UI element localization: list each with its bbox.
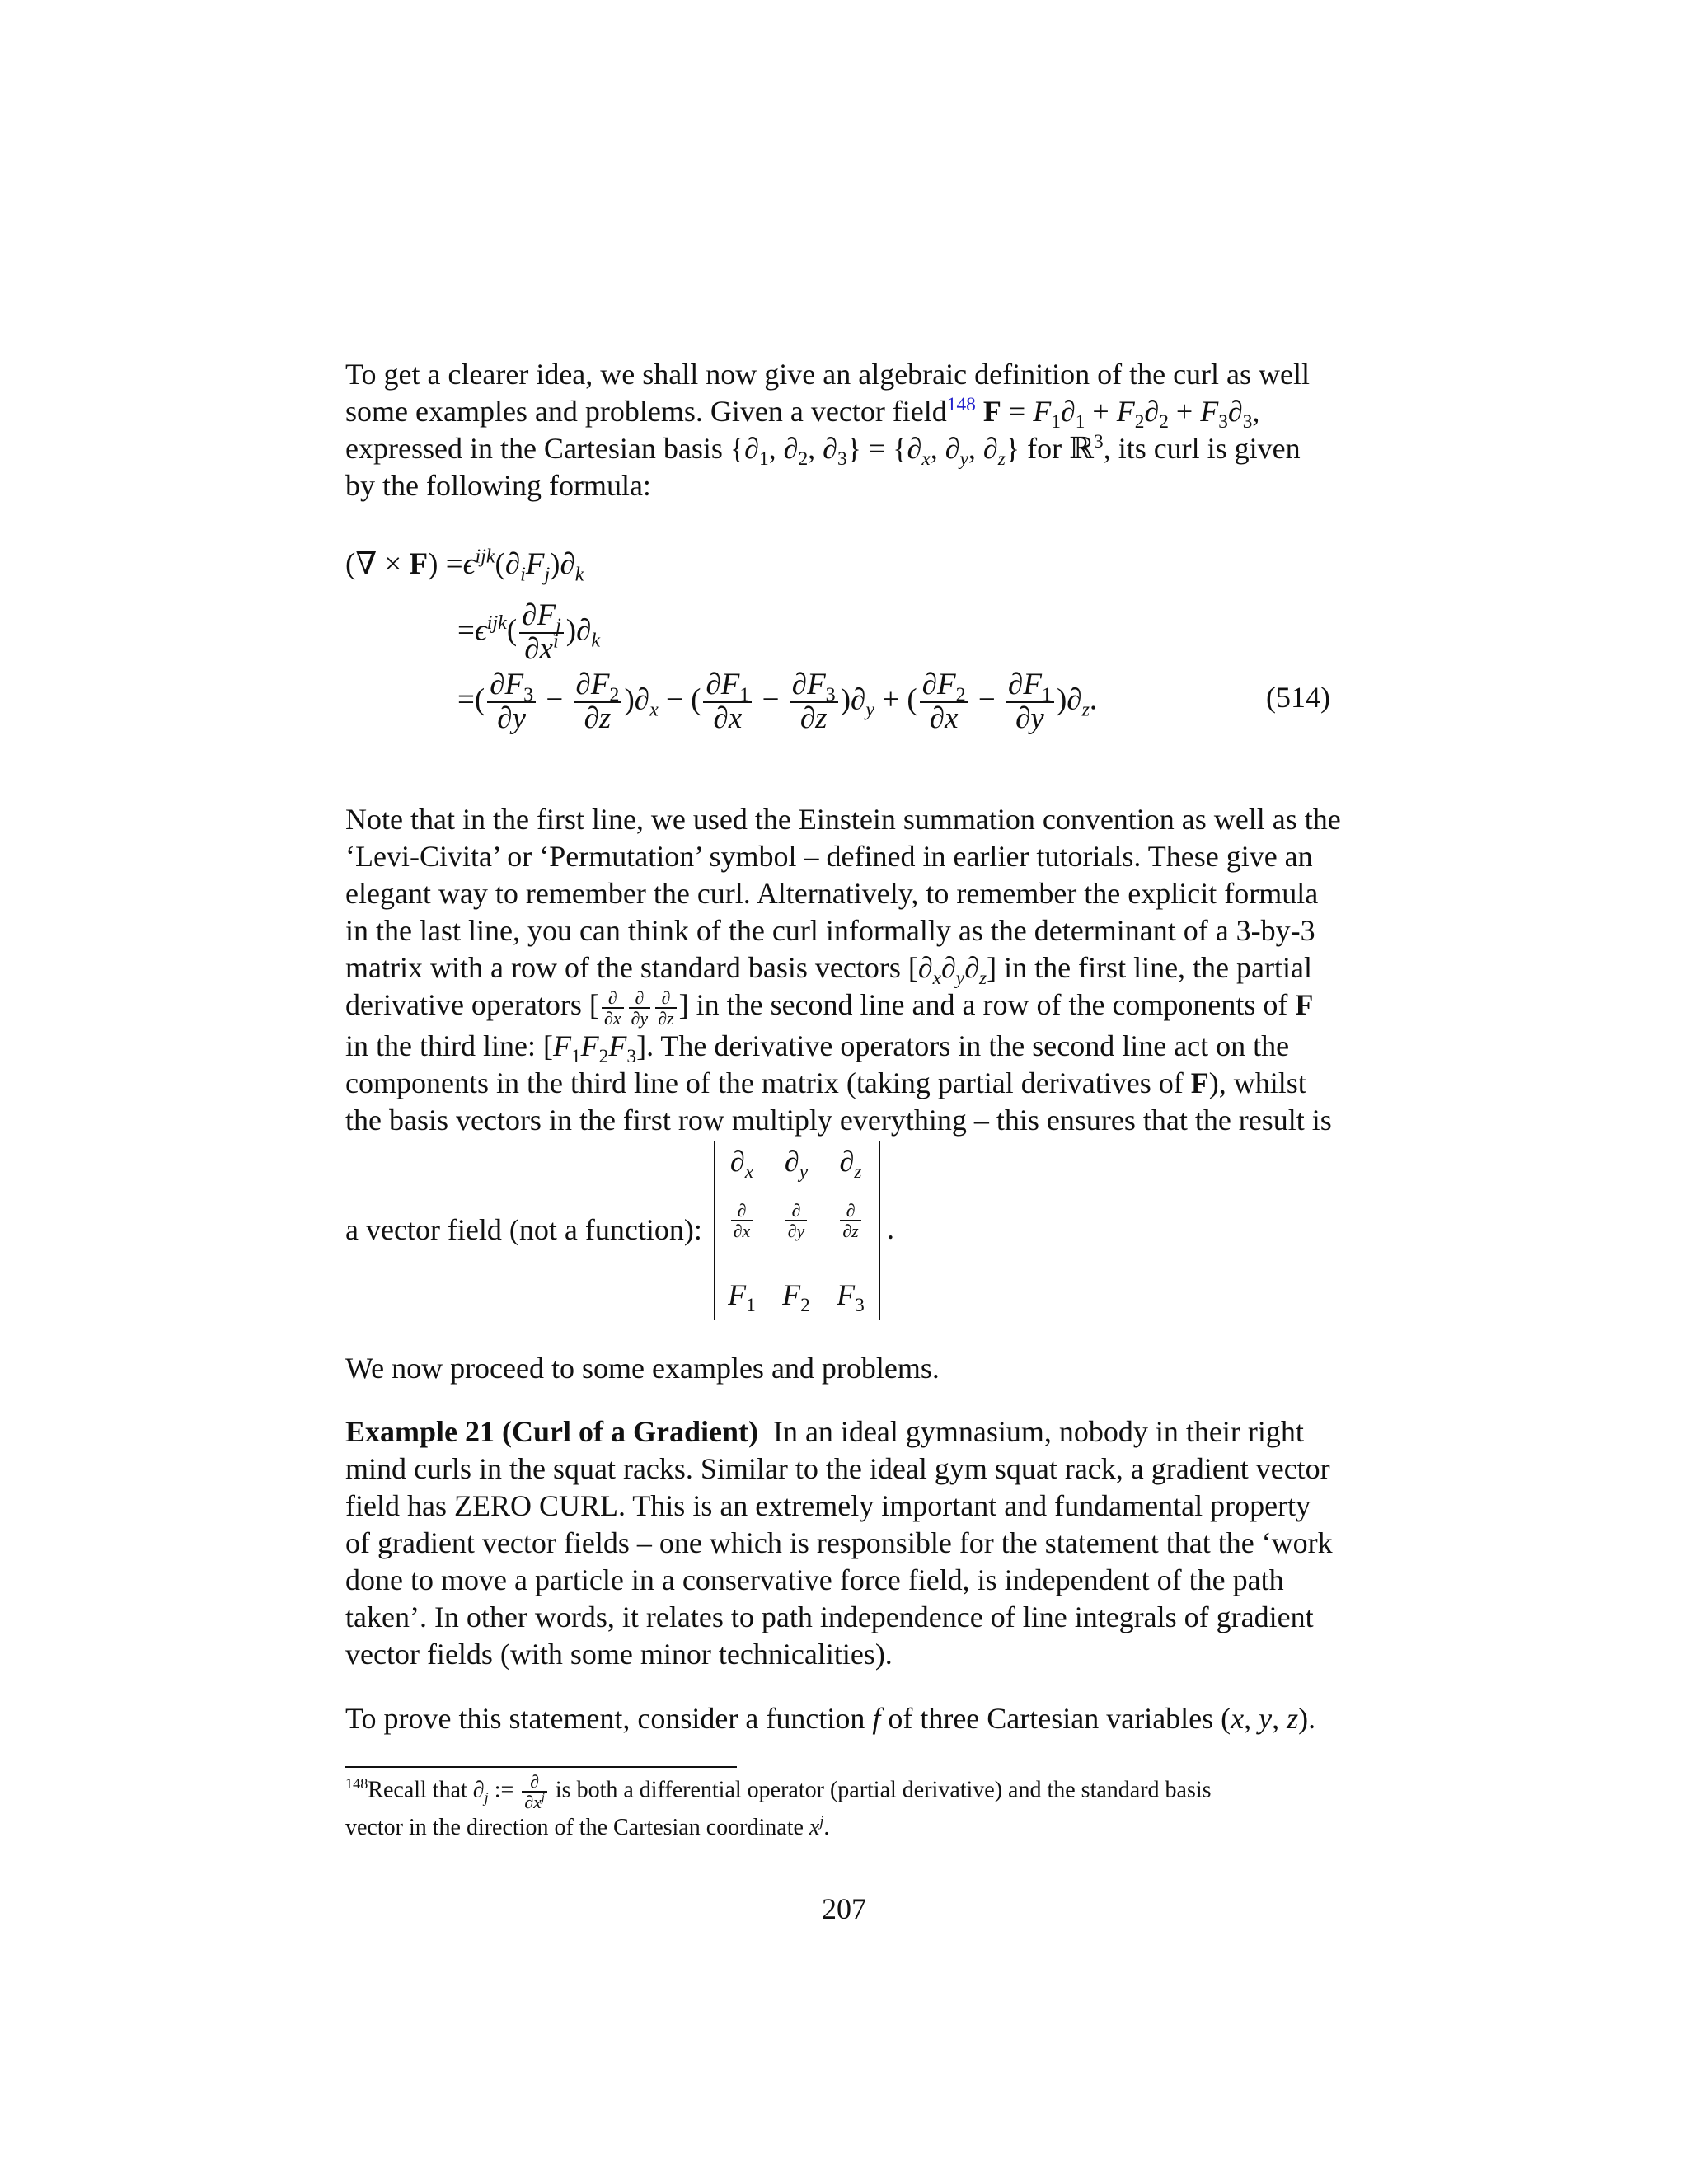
footnote-148 [345,1772,1330,1844]
proceed-line: We now proceed to some examples and problems. [345,1352,940,1385]
example-heading: Example 21 (Curl of a Gradient) [345,1415,758,1448]
intro-line-2-text: some examples and problems. Given a vector field [345,395,947,428]
intro-line-1: To get a clearer idea, we shall now give an algebraic definition of the curl as well [345,358,1310,391]
note-line-7-text-b: . The derivative operators in the second line act on the [646,1029,1290,1062]
example-line-6: taken’. In other words, it relates to path independence of line integrals of gradient [345,1601,1314,1633]
r3-symbol: ℝ$^3$ [1069,431,1104,465]
note-line-6-text-a: derivative operators [345,988,582,1021]
example-line-1 [345,1413,1330,1451]
example-line-5: done to move a particle in a conservative force field, is independent of the path [345,1563,1284,1596]
equation-line-1: (∇ × $F) =\epsilon^{ijk}(\partial_iF_j)\partial_k$ [345,546,584,586]
prove-text-b: of three Cartesian variables [888,1702,1214,1735]
note-line-5-text-b: in the first line, the partial [1004,951,1312,984]
note-line-2: ‘Levi-Civita’ or ‘Permutation’ symbol – defined in earlier tutorials. These give an [345,840,1313,873]
example-line-2: mind curls in the squat racks. Similar to the ideal gym squat rack, a gradient vector [345,1452,1330,1485]
footnote-line-2: vector in the direction of the Cartesian coordinate $x^j$. [345,1812,830,1841]
note-line-6: derivative operators [ $\frac{\partial}{\partial x}$ $\frac{\partial}{\partial y}$ $\frac{\partial}{\partial z}$ ] in the second line and a row of the components of F [345,987,1314,1029]
note-line-8: components in the third line of the matrix (taking partial derivatives of F), whilst [345,1066,1306,1099]
equation-number: (514) [1266,681,1330,714]
note-line-4: in the last line, you can think of the curl informally as the determinant of a 3-by-3 [345,914,1315,947]
component-row-expression: $[F_1F_2F_3]$ [542,1029,647,1068]
prove-text-a: To prove this statement, consider a function [345,1702,865,1735]
intro-line-2 [345,393,1330,434]
intro-line-3 [345,430,1330,471]
example-21 [345,1413,1333,1673]
footnote-text-c: vector in the direction of the Cartesian coordinate [345,1815,804,1841]
footnote-line-1: $^{148}$Recall that $\partial_j$ := $\frac{\partial}{\partial x^j}$ is both a differential operator (partial derivative) and the standard basis [345,1771,1212,1813]
example-line-7: vector fields (with some minor technicalities). [345,1638,893,1671]
example-line-3: field has ZERO CURL. This is an extremely important and fundamental property [345,1489,1311,1522]
vector-field-expression: $F = F_1\partial_1 + F_2\partial_2 + F_3\partial_3$, [982,395,1260,434]
footnote-text-a: Recall that [368,1777,467,1803]
basis-row-expression: $[\partial_x\partial_y\partial_z]$ [907,951,997,990]
curl-determinant [714,1141,880,1320]
note-line-3: elegant way to remember the curl. Alternatively, to remember the explicit formula [345,877,1319,910]
equation-line-2: $=\epsilon^{ijk}$( $\frac{\partial F_j}{\partial x^i}$ )$\partial_k$ [457,598,601,666]
example-line-1-text: In an ideal gymnasium, nobody in their right [772,1415,1304,1448]
note-line-8-text: components in the third line of the matrix (taking partial derivatives of [345,1066,1184,1099]
intro-line-3-text-b: for [1027,432,1062,465]
footnote-rule [345,1766,737,1768]
note-line-5-text-a: matrix with a row of the standard basis vectors [345,951,901,984]
footnote-number: 148 [345,1775,368,1793]
note-line-1: Note that in the first line, we used the Einstein summation convention as well as the [345,803,1341,836]
det-cell-ddy: $\frac{\partial}{\partial y}$ [771,1200,821,1240]
operator-row-expression: [ $\frac{\partial}{\partial x}$ $\frac{\partial}{\partial y}$ $\frac{\partial}{\partial z}$ ] [588,987,689,1029]
note-line-7-text-a: in the third line: [345,1029,536,1062]
intro-line-3-text-a: expressed in the Cartesian basis [345,432,723,465]
intro-line-4: by the following formula: [345,469,651,502]
det-cell-dy: $\partial_y$ [784,1145,809,1183]
note-paragraph [345,801,1341,1139]
note-line-10: a vector field (not a function): [345,1213,702,1246]
intro-line-3-text-c: , its curl is given [1103,432,1301,465]
curl-equation [345,546,1330,752]
footnote-text-b: is both a differential operator (partial derivative) and the standard basis [555,1777,1212,1803]
prove-line: To prove this statement, consider a function f of three Cartesian variables (x, y, z). [345,1702,1316,1735]
det-cell-f1: $F_1$ [728,1278,756,1317]
det-cell-f3: $F_3$ [837,1278,865,1317]
note-line-7 [345,1028,1330,1068]
det-cell-ddz: $\frac{\partial}{\partial z}$ [826,1200,875,1240]
note-line-5 [345,949,1330,990]
equation-line-3: =( $\frac{\partial F_3}{\partial y}$ − $\frac{\partial F_2}{\partial z}$ )$\partial_x$ − ( $\frac{\partial F_1}{\partial x}$ − $\frac{\partial F_3}{\partial z}$ )$\partial_y$ + ( $\frac{\partial F_2}{\partial x}$ − $\frac{\partial F_1}{\partial y}$ )$\partial_z$. [457,668,1098,735]
det-cell-dx: $\partial_x$ [729,1145,754,1183]
note-line-9: the basis vectors in the first row multiply everything – this ensures that the result is [345,1103,1332,1137]
det-period: . [887,1212,894,1245]
det-cell-ddx: $\frac{\partial}{\partial x}$ [717,1200,767,1240]
note-line-6-text-b: in the second line and a row of the components of [696,988,1288,1021]
example-line-4: of gradient vector fields – one which is responsible for the statement that the ‘work [345,1526,1333,1559]
intro-paragraph [345,356,1330,504]
footnote-ref-148[interactable]: 148 [946,394,976,415]
page-number: 207 [822,1892,866,1925]
basis-expression: {$\partial_1$, $\partial_2$, $\partial_3\} = \{\partial_x$, $\partial_y$, $\partial_z$} [729,432,1020,471]
det-cell-dz: $\partial_z$ [839,1145,862,1183]
note-line-8-text-b: ), whilst [1208,1066,1306,1099]
det-cell-f2: $F_2$ [782,1278,810,1317]
